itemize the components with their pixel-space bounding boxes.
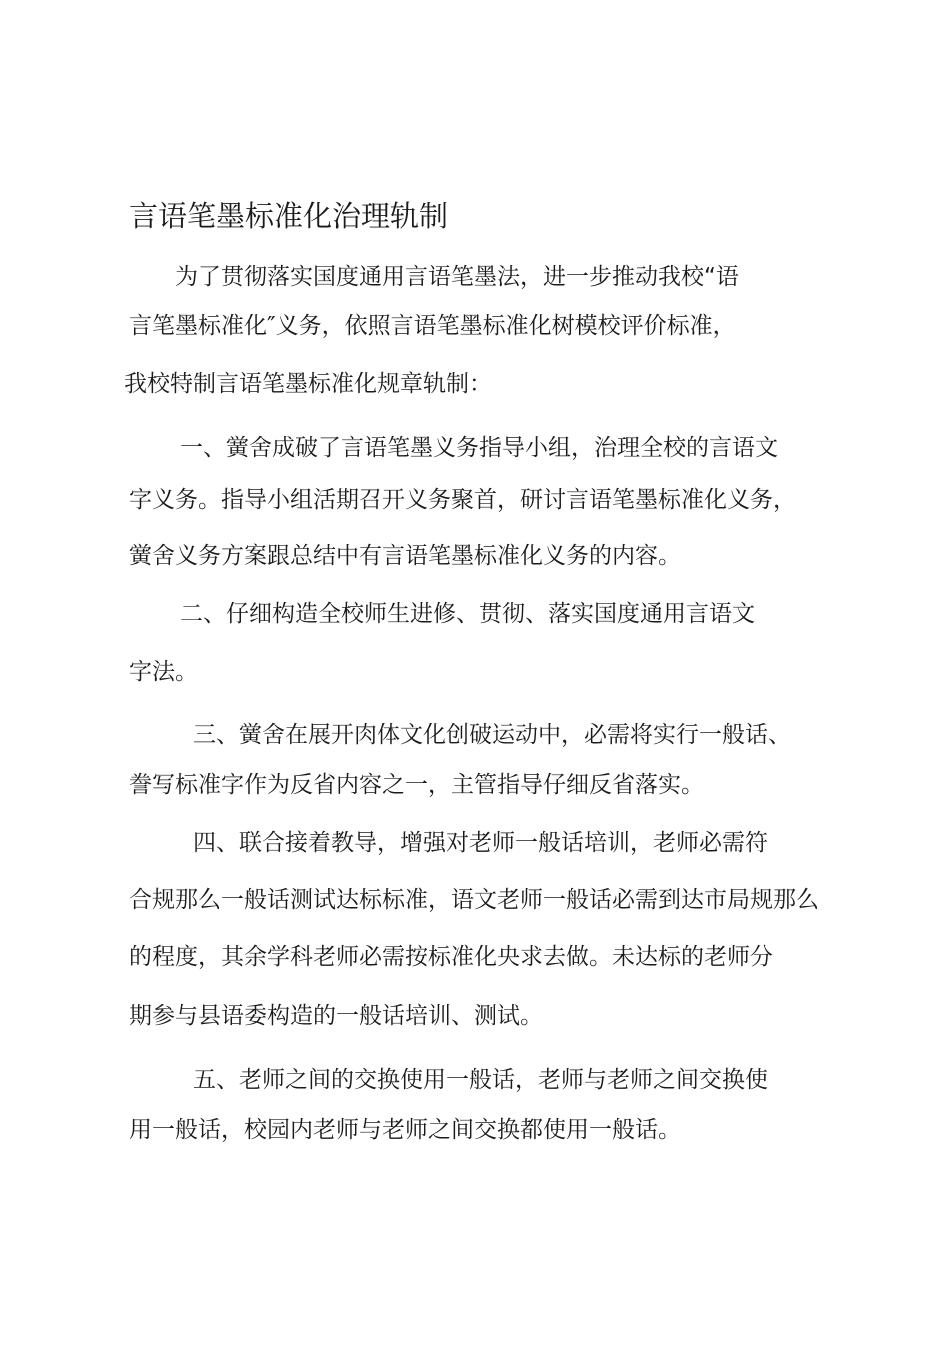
section-5-line: 五、老师之间的交换使用一般话，老师与老师之间交换使 <box>193 1067 768 1093</box>
intro-line: 言笔墨标准化″义务，依照言语笔墨标准化树模校评价标准， <box>129 313 736 339</box>
intro-line: 我校特制言语笔墨标准化规章轨制： <box>124 371 492 397</box>
intro-line: 为了贯彻落实国度通用言语笔墨法，进一步推动我校“语 <box>175 264 739 290</box>
section-3-line: 三、黉舍在展开肉体文化创破运动中，必需将实行一般话、 <box>193 722 791 748</box>
section-4-line: 的程度，其余学科老师必需按标准化央求去做。未达标的老师分 <box>129 944 773 970</box>
section-4-line: 期参与县语委构造的一般话培训、测试。 <box>129 1003 543 1029</box>
section-1-line: 黉舍义务方案跟总结中有言语笔墨标准化义务的内容。 <box>129 543 681 569</box>
document-title: 言语笔墨标准化治理轨制 <box>129 199 449 233</box>
section-4-line: 合规那么一般话测试达标标准，语文老师一般话必需到达市局规那么 <box>129 887 819 913</box>
section-2-line: 二、仔细构造全校师生进修、贯彻、落实国度通用言语文 <box>180 601 755 627</box>
section-4-line: 四、联合接着教导，增强对老师一般话培训，老师必需符 <box>193 830 768 856</box>
section-1-line: 一、黉舍成破了言语笔墨义务指导小组，治理全校的言语文 <box>180 435 778 461</box>
section-2-line: 字法。 <box>129 659 198 685</box>
section-3-line: 誊写标准字作为反省内容之一，主管指导仔细反省落实。 <box>129 772 704 798</box>
section-1-line: 字义务。指导小组活期召开义务聚首，研讨言语笔墨标准化义务， <box>129 487 796 513</box>
section-5-line: 用一般话，校园内老师与老师之间交换都使用一般话。 <box>129 1117 681 1143</box>
